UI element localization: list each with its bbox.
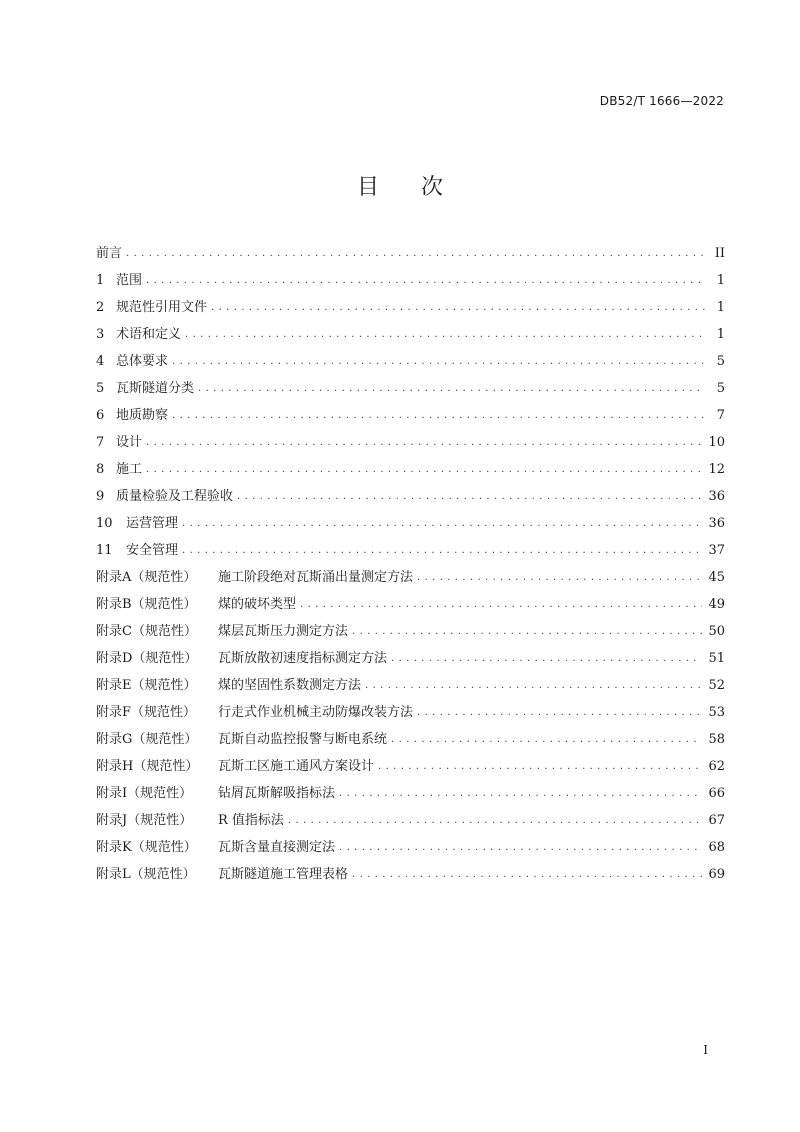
toc-entry[interactable] bbox=[96, 269, 725, 296]
toc-entry-label: 行走式作业机械主动防爆改装方法 bbox=[218, 705, 414, 720]
toc-leader-dots bbox=[365, 677, 702, 692]
toc-entry[interactable] bbox=[96, 323, 725, 350]
toc-leader-dots bbox=[339, 785, 702, 800]
toc-entry-number: 8 bbox=[96, 462, 105, 477]
toc-entry-number: 2 bbox=[96, 300, 105, 315]
toc-leader-dots bbox=[237, 488, 702, 503]
toc-entry-number: 1 bbox=[96, 273, 105, 288]
toc-entry-label: 瓦斯放散初速度指标测定方法 bbox=[218, 651, 388, 666]
toc-entry[interactable] bbox=[96, 728, 725, 755]
toc-entry-number: 附录H（规范性） bbox=[96, 759, 199, 774]
toc-entry[interactable] bbox=[96, 863, 725, 890]
toc-entry-label: 地质勘察 bbox=[116, 408, 169, 423]
toc-leader-dots bbox=[378, 758, 702, 773]
toc-entry-number: 附录D（规范性） bbox=[96, 651, 198, 666]
toc-entry-page: 51 bbox=[708, 651, 725, 666]
toc-entry-label: 煤的破坏类型 bbox=[218, 597, 297, 612]
toc-leader-dots bbox=[339, 839, 702, 854]
toc-entry[interactable] bbox=[96, 404, 725, 431]
toc-entry-label: 安全管理 bbox=[126, 543, 179, 558]
toc-entry-label: 煤的坚固性系数测定方法 bbox=[218, 678, 362, 693]
toc-entry[interactable] bbox=[96, 701, 725, 728]
toc-entry-number: 附录C（规范性） bbox=[96, 624, 197, 639]
toc-entry-label: 质量检验及工程验收 bbox=[116, 489, 234, 504]
toc-entry-page: 12 bbox=[708, 462, 725, 477]
toc-entry[interactable] bbox=[96, 539, 725, 566]
toc-entry-label: 术语和定义 bbox=[116, 327, 182, 342]
toc-entry-label: 设计 bbox=[116, 435, 143, 450]
toc-entry[interactable] bbox=[96, 377, 725, 404]
toc-entry-number: 4 bbox=[96, 354, 105, 369]
toc-entry-label: 瓦斯隧道施工管理表格 bbox=[218, 867, 349, 882]
toc-entry-page: 36 bbox=[708, 489, 725, 504]
toc-leader-dots bbox=[146, 434, 702, 449]
toc-entry[interactable] bbox=[96, 593, 725, 620]
toc-entry[interactable] bbox=[96, 485, 725, 512]
toc-entry-page: 68 bbox=[708, 840, 725, 855]
toc-entry[interactable] bbox=[96, 296, 725, 323]
toc-leader-dots bbox=[198, 380, 705, 395]
toc-entry-page: 1 bbox=[716, 327, 725, 342]
toc-entry[interactable] bbox=[96, 242, 725, 269]
toc-entry-page: 10 bbox=[708, 435, 725, 450]
toc-entry-label: 瓦斯含量直接测定法 bbox=[218, 840, 336, 855]
toc-entry-label: 范围 bbox=[116, 273, 143, 288]
toc-entry-page: 69 bbox=[708, 867, 725, 882]
toc-entry-label: 瓦斯工区施工通风方案设计 bbox=[218, 759, 375, 774]
toc-leader-dots bbox=[126, 245, 705, 260]
toc-entry-number: 附录A（规范性） bbox=[96, 570, 197, 585]
toc-entry-page: 67 bbox=[708, 813, 725, 828]
toc-entry-number: 附录F（规范性） bbox=[96, 705, 197, 720]
toc-entry-number: 附录B（规范性） bbox=[96, 597, 197, 612]
toc-entry-page: 5 bbox=[716, 381, 725, 396]
toc-entry-number: 附录J（规范性） bbox=[96, 813, 193, 828]
toc-entry-page: 36 bbox=[708, 516, 725, 531]
toc-entry[interactable] bbox=[96, 809, 725, 836]
toc-entry[interactable] bbox=[96, 755, 725, 782]
toc-leader-dots bbox=[352, 866, 702, 881]
toc-entry-page: 37 bbox=[708, 543, 725, 558]
toc-entry-page: 58 bbox=[708, 732, 725, 747]
toc-title-part2: 次 bbox=[421, 175, 444, 200]
toc-entry-number: 5 bbox=[96, 381, 105, 396]
toc-leader-dots bbox=[417, 569, 702, 584]
toc-entry-page: 5 bbox=[716, 354, 725, 369]
toc-entry[interactable] bbox=[96, 350, 725, 377]
toc-leader-dots bbox=[391, 731, 702, 746]
toc-entry-number: 附录K（规范性） bbox=[96, 840, 197, 855]
toc-leader-dots bbox=[185, 326, 705, 341]
toc-entry-label: 总体要求 bbox=[116, 354, 169, 369]
toc-entry[interactable] bbox=[96, 431, 725, 458]
toc-leader-dots bbox=[211, 299, 705, 314]
toc-entry-number: 3 bbox=[96, 327, 105, 342]
toc-entry-page: II bbox=[714, 246, 725, 261]
toc-entry[interactable] bbox=[96, 458, 725, 485]
toc-entry-number: 附录G（规范性） bbox=[96, 732, 198, 747]
toc-entry-label: 施工 bbox=[116, 462, 143, 477]
toc-entry-page: 1 bbox=[716, 300, 725, 315]
toc-leader-dots bbox=[146, 272, 705, 287]
toc-leader-dots bbox=[352, 623, 702, 638]
toc-entry-label: 钻屑瓦斯解吸指标法 bbox=[218, 786, 336, 801]
toc-entry-number: 附录L（规范性） bbox=[96, 867, 196, 882]
toc-entry[interactable] bbox=[96, 647, 725, 674]
toc-entry-page: 7 bbox=[716, 408, 725, 423]
page-number: I bbox=[703, 1043, 708, 1057]
toc-entry-page: 50 bbox=[708, 624, 725, 639]
toc-entry-page: 1 bbox=[716, 273, 725, 288]
toc-entry-page: 45 bbox=[708, 570, 725, 585]
toc-entry[interactable] bbox=[96, 620, 725, 647]
toc-entry-number: 9 bbox=[96, 489, 105, 504]
toc-entry-label: R 值指标法 bbox=[218, 813, 284, 828]
toc-entry-number: 6 bbox=[96, 408, 105, 423]
toc-entry[interactable] bbox=[96, 512, 725, 539]
toc-entry[interactable] bbox=[96, 836, 725, 863]
toc-leader-dots bbox=[391, 650, 702, 665]
toc-title bbox=[0, 170, 800, 201]
toc-leader-dots bbox=[300, 596, 702, 611]
toc-entry[interactable] bbox=[96, 674, 725, 701]
toc-entry-label: 煤层瓦斯压力测定方法 bbox=[218, 624, 349, 639]
toc-entry-page: 52 bbox=[708, 678, 725, 693]
toc-entry-page: 49 bbox=[708, 597, 725, 612]
toc-entry-number: 附录I（规范性） bbox=[96, 786, 193, 801]
table-of-contents bbox=[96, 242, 725, 890]
toc-entry-label: 瓦斯自动监控报警与断电系统 bbox=[218, 732, 388, 747]
toc-leader-dots bbox=[172, 353, 705, 368]
toc-entry-page: 53 bbox=[708, 705, 725, 720]
toc-leader-dots bbox=[417, 704, 702, 719]
toc-entry-label: 瓦斯隧道分类 bbox=[116, 381, 195, 396]
toc-leader-dots bbox=[288, 812, 703, 827]
toc-entry-label: 运营管理 bbox=[126, 516, 179, 531]
toc-entry-label: 规范性引用文件 bbox=[116, 300, 208, 315]
toc-leader-dots bbox=[146, 461, 702, 476]
toc-entry-page: 62 bbox=[708, 759, 725, 774]
toc-entry-label: 前言 bbox=[96, 246, 123, 261]
toc-title-part1: 目 bbox=[356, 175, 379, 200]
toc-entry[interactable] bbox=[96, 566, 725, 593]
toc-entry-number: 11 bbox=[96, 543, 113, 558]
toc-entry[interactable] bbox=[96, 782, 725, 809]
toc-entry-number: 附录E（规范性） bbox=[96, 678, 197, 693]
toc-leader-dots bbox=[172, 407, 705, 422]
toc-entry-number: 7 bbox=[96, 435, 105, 450]
toc-entry-number: 10 bbox=[96, 516, 113, 531]
toc-entry-label: 施工阶段绝对瓦斯涌出量测定方法 bbox=[218, 570, 414, 585]
toc-leader-dots bbox=[182, 542, 702, 557]
toc-entry-page: 66 bbox=[708, 786, 725, 801]
toc-leader-dots bbox=[182, 515, 702, 530]
document-code: DB52/T 1666—2022 bbox=[599, 94, 724, 108]
